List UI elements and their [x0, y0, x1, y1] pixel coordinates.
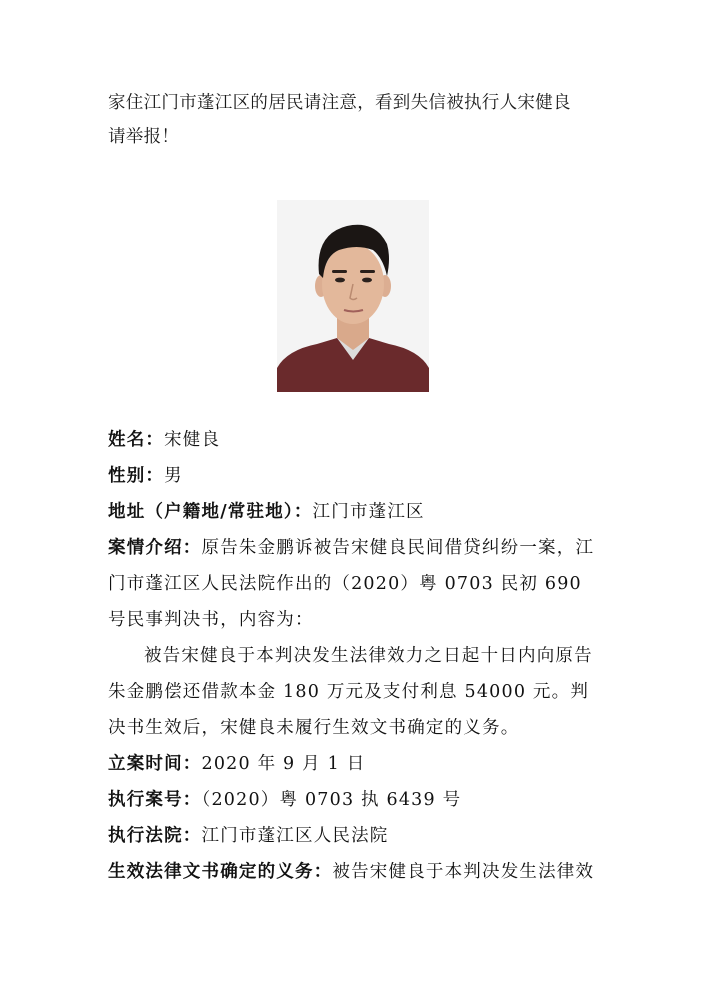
obligation-value: 被告宋健良于本判决发生法律效 — [332, 862, 595, 882]
case-intro-text: 原告朱金鹏诉被告宋健良民间借贷纠纷一案，江门市蓬江区人民法院作出的（2020）粤 0703 民初 690 号民事判决书，内容为： — [108, 538, 595, 630]
case-number-label: 执行案号： — [108, 790, 202, 810]
case-number-row — [108, 782, 604, 818]
obligation-label: 生效法律文书确定的义务： — [108, 862, 333, 882]
court-label: 执行法院： — [108, 826, 202, 846]
address-label: 地址（户籍地/常驻地）： — [108, 502, 313, 522]
filing-date-label: 立案时间： — [108, 754, 202, 774]
notice-line-2: 请举报！ — [108, 127, 180, 147]
notice-line-1: 家住江门市蓬江区的居民请注意，看到失信被执行人宋健良 — [108, 93, 571, 113]
court-value: 江门市蓬江区人民法院 — [201, 826, 389, 846]
gender-row — [108, 458, 604, 494]
debtor-record — [108, 422, 604, 890]
court-row — [108, 818, 604, 854]
name-label: 姓名： — [108, 430, 165, 450]
case-number-value: （2020）粤 0703 执 6439 号 — [201, 790, 462, 810]
address-value: 江门市蓬江区 — [312, 502, 425, 522]
case-intro-label: 案情介绍： — [108, 538, 202, 558]
name-value: 宋健良 — [164, 430, 221, 450]
address-row — [108, 494, 604, 530]
judgment-paragraph: 被告宋健良于本判决发生法律效力之日起十日内向原告朱金鹏偿还借款本金 180 万元及支付利息 54000 元。判决书生效后，宋健良未履行生效文书确定的义务。 — [108, 646, 593, 738]
gender-label: 性别： — [108, 466, 165, 486]
name-row — [108, 422, 604, 458]
filing-date-value: 2020 年 9 月 1 日 — [201, 754, 366, 774]
obligation-row — [108, 854, 604, 890]
filing-date-row — [108, 746, 604, 782]
person-portrait-photo-icon — [277, 200, 429, 392]
case-intro-row — [108, 530, 604, 638]
notice-paragraph — [108, 86, 608, 154]
person-photo — [277, 200, 429, 392]
gender-value: 男 — [164, 466, 183, 486]
